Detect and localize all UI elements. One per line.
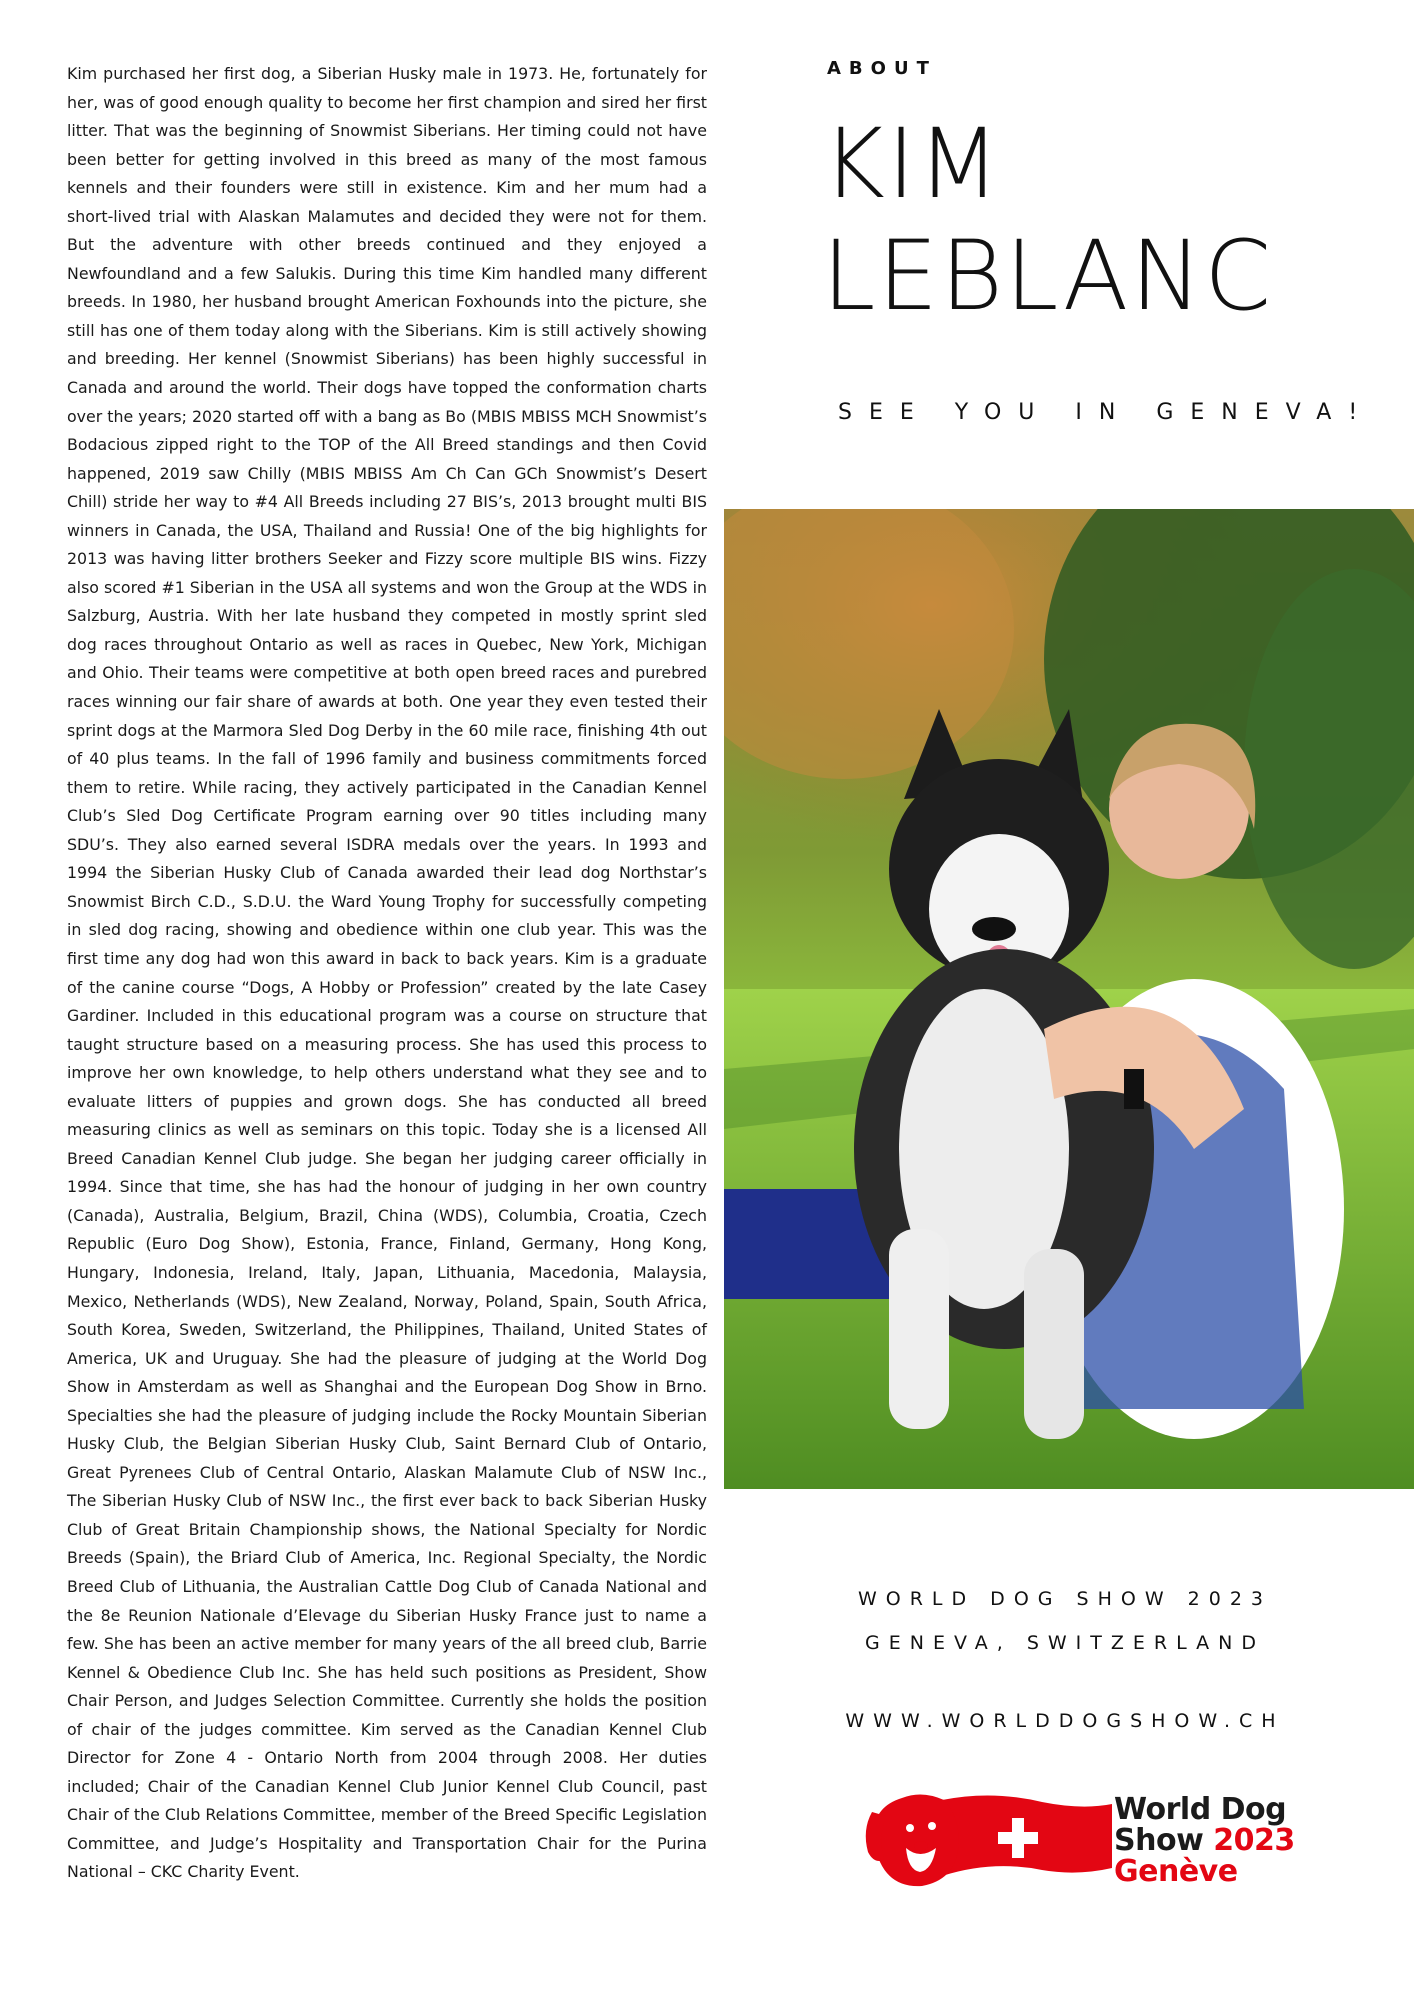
portrait-photo: [724, 509, 1414, 1489]
logo-line-1: World Dog: [1114, 1792, 1287, 1827]
bio-text: Kim purchased her first dog, a Siberian Husky male in 1973. He, fortunately for her, was of good enough quality to become her first champion and sired her first litter. That was the beginning of Snowmist Siberians. Her timing could not have been better for getting involved in this breed as many of the most famous kennels and their founders were still in existence. Kim and her mum had a short-lived trial with Alaskan Malamutes and decided they were not for them. But the adventure with other breeds continued and they enjoyed a Newfoundland and a few Salukis. During this time Kim handled many different breeds. In 1980, her husband brought American Foxhounds into the picture, she still has one of them today along with the Siberians. Kim is still actively showing and breeding. Her kennel (Snowmist Siberians) has been highly successful in Canada and around the world. Their dogs have topped the conformation charts over the years; 2020 started off with a bang as Bo (MBIS MBISS MCH Snowmist’s Bodacious zipped right to the TOP of the All Breed standings and then Covid happened, 2019 saw Chilly (MBIS MBISS Am Ch Can GCh Snowmist’s Desert Chill) stride her way to #4 All Breeds including 27 BIS’s, 2013 brought multi BIS winners in Canada, the USA, Thailand and Russia! One of the big highlights for 2013 was having litter brothers Seeker and Fizzy score multiple BIS wins. Fizzy also scored #1 Siberian in the USA all systems and won the Group at the WDS in Salzburg, Austria. With her late husband they competed in mostly sprint sled dog races throughout Ontario as well as races in Quebec, New York, Michigan and Ohio. Their teams were competitive at both open breed races and purebred races winning our fair share of awards at both. One year they even tested their sprint dogs at the Marmora Sled Dog Derby in the 60 mile race, finishing 4th out of 40 plus teams. In the fall of 1996 family and business commitments forced them to retire. While racing, they actively participated in the Canadian Kennel Club’s Sled Dog Certificate Program earning over 90 titles including many SDU’s. They also earned several ISDRA medals over the years. In 1993 and 1994 the Siberian Husky Club of Canada awarded their lead dog Northstar’s Snowmist Birch C.D., S.D.U. the Ward Young Trophy for successfully competing in sled dog racing, showing and obedience within one club year. This was the first time any dog had won this award in back to back years. Kim is a graduate of the canine course “Dogs, A Hobby or Profession” created by the late Casey Gardiner. Included in this educational program was a course on structure that taught structure based on a measuring process. She has used this process to improve her own knowledge, to help others understand what they see and to evaluate litters of puppies and grown dogs. She has conducted all breed measuring clinics as well as seminars on this topic. Today she is a licensed All Breed Canadian Kennel Club judge. She began her judging career officially in 1994. Since that time, she has had the honour of judging in her own country (Canada), Australia, Belgium, Brazil, China (WDS), Columbia, Croatia, Czech Republic (Euro Dog Show), Estonia, France, Finland, Germany, Hong Kong, Hungary, Indonesia, Ireland, Italy, Japan, Lithuania, Macedonia, Malaysia, Mexico, Netherlands (WDS), New Zealand, Norway, Poland, Spain, South Africa, South Korea, Sweden, Switzerland, the Philippines, Thailand, United States of America, UK and Uruguay. She had the pleasure of judging at the World Dog Show in Amsterdam as well as Shanghai and the European Dog Show in Brno. Specialties she had the pleasure of judging include the Rocky Mountain Siberian Husky Club, the Belgian Siberian Husky Club, Saint Bernard Club of Ontario, Great Pyrenees Club of Central Ontario, Alaskan Malamute Club of NSW Inc., The Siberian Husky Club of NSW Inc., the first ever back to back Siberian Husky Club of Great Britain Championship shows, the National Specialty for Nordic Breeds (Spain), the Briard Club of America, Inc. Regional Specialty, the Nordic Breed Club of Lithuania, the Australian Cattle Dog Club of Canada National and the 8e Reunion Nationale d’Elevage du Siberian Husky France just to name a few. She has been an active member for many years of the all breed club, Barrie Kennel & Obedience Club Inc. She has held such positions as President, Show Chair Person, and Judges Selection Committee. Currently she holds the position of chair of the judges committee. Kim served as the Canadian Kennel Club Director for Zone 4 - Ontario North from 2004 through 2008. Her duties included; Chair of the Canadian Kennel Club Junior Kennel Club Council, past Chair of the Club Relations Committee, member of the Breed Specific Legislation Committee, and Judge’s Hospitality and Transportation Chair for the Purina National – CKC Charity Event.: [67, 64, 707, 1882]
event-name: WORLD DOG SHOW 2023: [857, 1588, 1273, 1610]
person-name: [822, 108, 1382, 332]
logo-show: Show: [1114, 1823, 1204, 1858]
about-label: ABOUT: [827, 58, 937, 79]
first-name: KIM: [822, 108, 1003, 220]
website-link[interactable]: WWW.WORLDDOGSHOW.CH: [845, 1710, 1285, 1732]
tagline: SEE YOU IN GENEVA!: [838, 400, 1375, 425]
logo-city: Genève: [1114, 1854, 1238, 1889]
logo-text: [1114, 1794, 1295, 1887]
last-name: LEBLANC: [822, 220, 1274, 332]
event-location: GENEVA, SWITZERLAND: [865, 1632, 1265, 1654]
logo-year: 2023: [1213, 1823, 1295, 1858]
logo-dog-flag-icon: [862, 1790, 1112, 1890]
